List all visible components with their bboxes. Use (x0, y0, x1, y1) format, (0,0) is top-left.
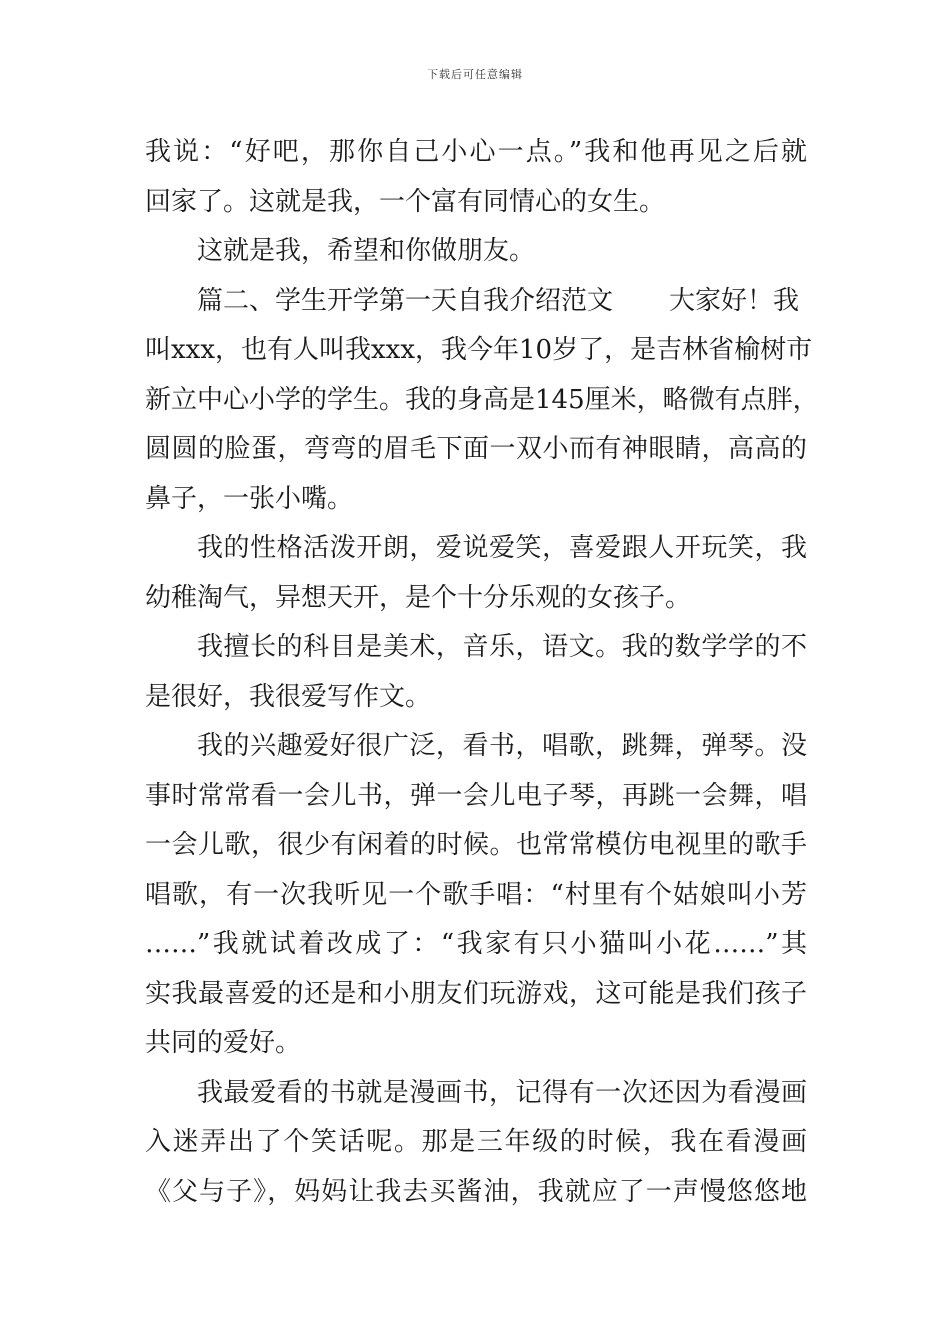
section-title: 篇二、学生开学第一天自我介绍范文 (197, 285, 614, 316)
text-line: 是很好，我很爱写作文。 (145, 681, 432, 712)
text-line: 我的兴趣爱好很广泛，看书，唱歌，跳舞，弹琴。没 (197, 731, 807, 761)
text-line: 新立中心小学的学生。我的身高是145厘米，略微有点胖， (145, 384, 819, 415)
text-line: 我擅长的科目是美术，音乐，语文。我的数学学的不 (197, 632, 807, 662)
text-line: 实我最喜爱的还是和小朋友们玩游戏，这可能是我们孩子 (145, 978, 807, 1009)
text-line: 事时常常看一会儿书，弹一会儿电子琴，再跳一会舞，唱 (145, 780, 807, 811)
text-line: 圆圆的脸蛋，弯弯的眉毛下面一双小而有神眼睛，高高的 (145, 434, 807, 464)
text-line: 叫xxx，也有人叫我xxx，我今年10岁了，是吉林省榆树市 (145, 335, 813, 365)
text-line: 幼稚淘气，异想天开，是个十分乐观的女孩子。 (145, 582, 692, 613)
page-header: 下载后可任意编辑 (427, 68, 523, 81)
text-line: 我说：“好吧，那你自己小心一点。”我和他再见之后就 (145, 137, 807, 167)
text-line: 我最爱看的书就是漫画书，记得有一次还因为看漫画 (197, 1077, 807, 1108)
document-body (145, 128, 819, 1217)
text-line: 入迷弄出了个笑话呢。那是三年级的时候，我在看漫画 (145, 1127, 807, 1157)
text-line: 共同的爱好。 (145, 1028, 302, 1058)
text-line: 唱歌，有一次我听见一个歌手唱：“村里有个姑娘叫小芳 (145, 879, 807, 910)
text-line: ……”我就试着改成了：“我家有只小猫叫小花……”其 (145, 929, 807, 959)
text-line: 我的性格活泼开朗，爱说爱笑，喜爱跟人开玩笑，我 (197, 533, 807, 563)
text-line: 一会儿歌，很少有闲着的时候。也常常模仿电视里的歌手 (145, 830, 807, 860)
text-line: 这就是我，希望和你做朋友。 (197, 236, 536, 266)
text-line (145, 277, 807, 327)
text-line: 《父与子》，妈妈让我去买酱油，我就应了一声慢悠悠地 (145, 1176, 807, 1207)
text-fragment: 大家好！我 (669, 285, 800, 316)
text-line: 鼻子，一张小嘴。 (145, 483, 354, 514)
text-line: 回家了。这就是我，一个富有同情心的女生。 (145, 186, 666, 217)
